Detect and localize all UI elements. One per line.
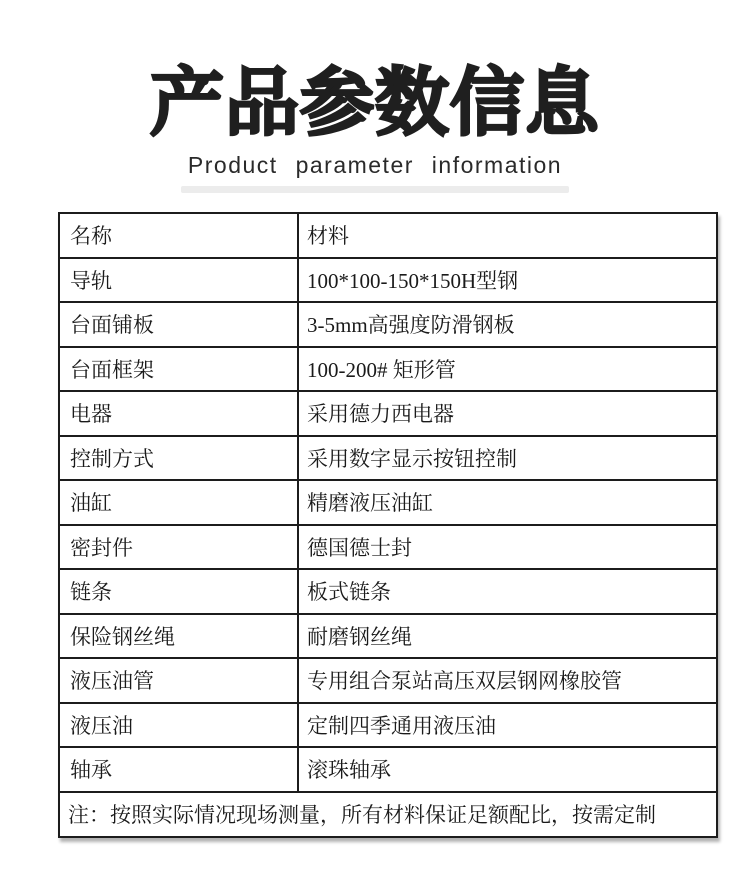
page-header (0, 0, 750, 193)
row-value-cell: 采用数字显示按钮控制 (307, 446, 517, 471)
row-label-cell: 轴承 (60, 748, 299, 791)
table-row (60, 348, 716, 393)
row-label-cell: 控制方式 (60, 437, 299, 480)
row-value-cell: 定制四季通用液压油 (307, 713, 496, 738)
table-row (60, 259, 716, 304)
table-row (60, 214, 716, 259)
row-value-cell: 精磨液压油缸 (307, 491, 433, 516)
table-row (60, 392, 716, 437)
table-row (60, 570, 716, 615)
table-row (60, 659, 716, 704)
row-label-cell: 油缸 (60, 481, 299, 524)
row-label-cell: 液压油管 (60, 659, 299, 702)
row-value-cell: 耐磨钢丝绳 (307, 624, 412, 649)
row-value-cell: 德国德士封 (307, 535, 412, 560)
parameter-table-rows (60, 214, 716, 793)
table-row (60, 526, 716, 571)
table-row (60, 437, 716, 482)
row-label-cell: 液压油 (60, 704, 299, 747)
table-row (60, 748, 716, 793)
row-label-cell: 密封件 (60, 526, 299, 569)
row-label-cell: 名称 (60, 214, 299, 257)
row-value-cell: 采用德力西电器 (307, 402, 454, 427)
row-value-cell: 100*100-150*150H型钢 (307, 268, 519, 293)
row-value-cell: 板式链条 (307, 580, 391, 605)
page-subtitle: Product parameter information (187, 152, 563, 178)
row-label-cell: 台面框架 (60, 348, 299, 391)
table-row (60, 615, 716, 660)
row-label-cell: 链条 (60, 570, 299, 613)
row-value-cell: 滚珠轴承 (307, 758, 391, 783)
table-note: 注：按照实际情况现场测量，所有材料保证足额配比，按需定制 (68, 803, 656, 827)
row-value-cell: 100-200# 矩形管 (307, 357, 456, 382)
row-label-cell: 保险钢丝绳 (60, 615, 299, 658)
table-row (60, 481, 716, 526)
page-title: 产品参数信息 (150, 61, 600, 144)
row-label-cell: 台面铺板 (60, 303, 299, 346)
parameter-table (58, 212, 718, 838)
table-row (60, 303, 716, 348)
row-value-cell: 专用组合泵站高压双层钢网橡胶管 (307, 669, 622, 694)
row-label-cell: 电器 (60, 392, 299, 435)
table-row (60, 704, 716, 749)
row-value-cell: 材料 (307, 224, 349, 249)
row-label-cell: 导轨 (60, 259, 299, 302)
row-value-cell: 3-5mm高强度防滑钢板 (307, 313, 515, 338)
subtitle-underline-decoration (181, 186, 569, 193)
